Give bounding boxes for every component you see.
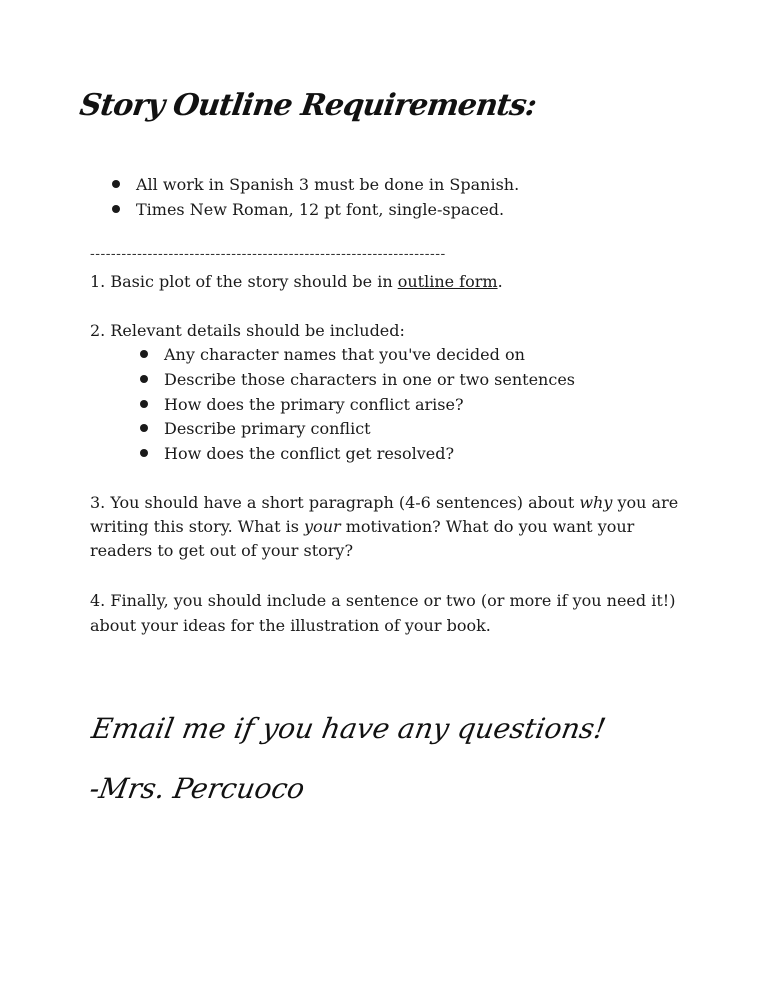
signature: -Mrs. Percuoco bbox=[87, 772, 308, 805]
bullet-icon bbox=[112, 180, 120, 188]
closing-note: Email me if you have any questions! bbox=[89, 712, 609, 745]
bullet-icon bbox=[140, 375, 148, 383]
bullet-icon bbox=[140, 350, 148, 358]
list-item: All work in Spanish 3 must be done in Spanish. bbox=[112, 173, 519, 197]
list-item: How does the conflict get resolved? bbox=[140, 442, 454, 466]
bullet-icon bbox=[112, 205, 120, 213]
requirement-3-line-1: 3. You should have a short paragraph (4-6 sentences) about why you are bbox=[90, 493, 679, 512]
requirement-4-line-2: about your ideas for the illustration of your book. bbox=[90, 616, 491, 635]
list-item: How does the primary conflict arise? bbox=[140, 393, 464, 417]
list-item: Describe primary conflict bbox=[140, 417, 371, 441]
divider-line: -------------------------------------------------------------------- bbox=[90, 246, 446, 262]
bullet-icon bbox=[140, 449, 148, 457]
list-item: Describe those characters in one or two sentences bbox=[140, 368, 575, 392]
requirement-2-heading: 2. Relevant details should be included: bbox=[90, 321, 405, 340]
outline-form-link: outline form bbox=[397, 272, 498, 291]
requirement-4-line-1: 4. Finally, you should include a sentence or two (or more if you need it!) bbox=[90, 591, 676, 610]
page-title: Story Outline Requirements: bbox=[77, 88, 539, 123]
bullet-icon bbox=[140, 400, 148, 408]
list-item: Any character names that you've decided on bbox=[140, 343, 525, 367]
requirement-1: 1. Basic plot of the story should be in outline form. bbox=[90, 272, 503, 291]
list-item: Times New Roman, 12 pt font, single-spaced. bbox=[112, 198, 504, 222]
bullet-icon bbox=[140, 424, 148, 432]
requirement-3-line-3: readers to get out of your story? bbox=[90, 541, 354, 560]
requirement-3-line-2: writing this story. What is your motivation? What do you want your bbox=[90, 517, 635, 536]
